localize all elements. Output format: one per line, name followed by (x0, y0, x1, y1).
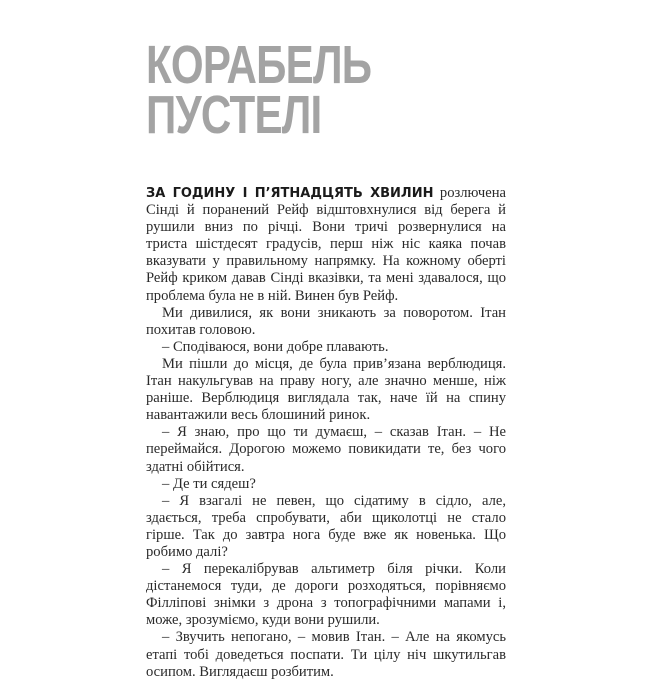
paragraph-2: Ми дивилися, як вони зникають за поворотом. Ітан похитав головою. (146, 304, 506, 338)
paragraph-3: – Сподіваюся, вони добре плавають. (162, 338, 389, 355)
paragraph-4: Ми пішли до місця, де була прив’язана верблюдиця. Ітан накульгував на праву ногу, але значно менше, ніж раніше. Верблюдиця виглядала так, наче їй на спину навантажили весь блошиний ринок. (146, 355, 506, 424)
paragraph-9: – Звучить непогано, – мовив Ітан. – Але на якомусь етапі тобі доведеться поспати. Ти цілу ніч шкутильгав осипом. Виглядаєш розбитим. (146, 629, 506, 680)
paragraph-5: – Я знаю, про що ти думаєш, – сказав Ітан. – Не переймайся. Дорогою можемо повикидати те, без чого здатні обійтися. (146, 424, 506, 475)
chapter-title-line-2: ПУСТЕЛІ (146, 85, 322, 145)
paragraph-1-text: розлючена Сінді й поранений Рейф відштовхнулися від берега й рушили вниз по річці. Вони тричі розвернулися на триста шістдесят градусів, перш ніж ніс каяка почав вказувати у правильному напрямку. На кожному оберті Рейф криком давав Сінді вказівки, та мені здавалося, що проблема була не в ній. Винен був Рейф. (146, 185, 506, 304)
paragraph-6: – Де ти сядеш? (162, 475, 256, 492)
paragraph-8: – Я перекалібрував альтиметр біля річки. Коли дістанемося туди, де дороги розходяться, порівняємо Філліпові знімки з дрона з топографічними мапами і, може, зрозуміємо, куди вони рушили. (146, 561, 506, 629)
chapter-title (146, 35, 372, 145)
paragraph-1 (146, 185, 506, 305)
lead-in: ЗА ГОДИНУ І П’ЯТНАДЦЯТЬ ХВИЛИН (146, 186, 434, 201)
paragraph-7: – Я взагалі не певен, що сідатиму в сідло, але, здається, треба спробувати, аби щиколотці не стало гірше. Так до завтра нога буде вже як новенька. Що робимо далі? (146, 492, 506, 560)
chapter-title-line-1: КОРАБЕЛЬ (146, 35, 372, 95)
chapter-body (146, 185, 506, 681)
